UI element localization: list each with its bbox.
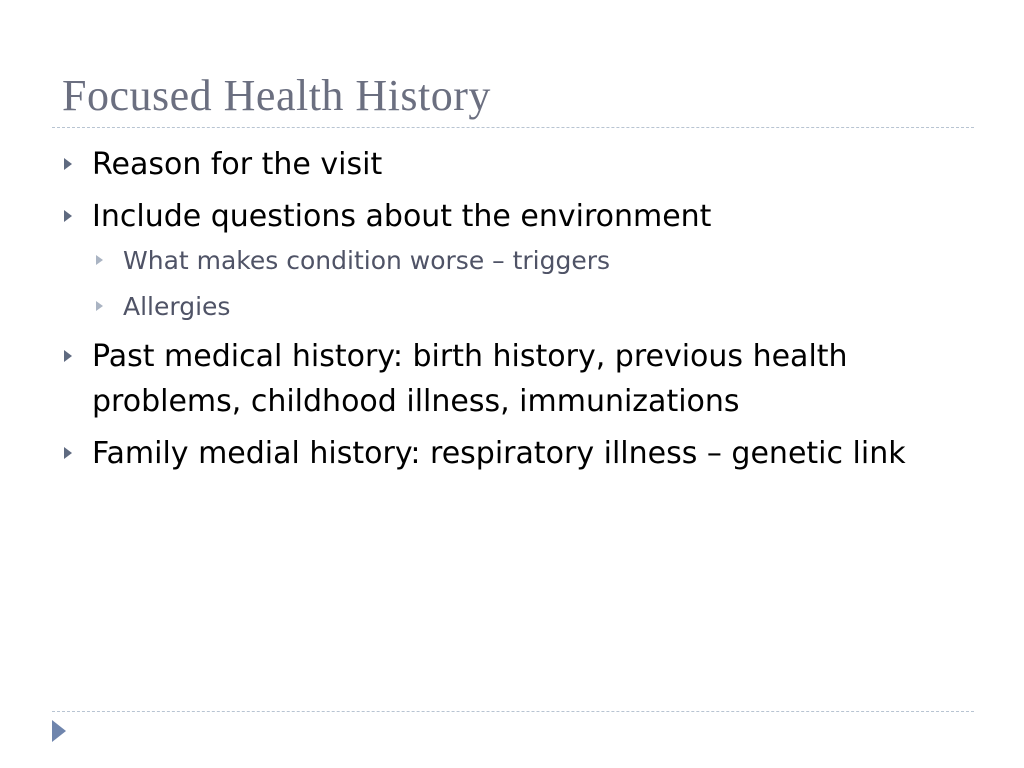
sub-bullet-item bbox=[62, 288, 962, 325]
footer-divider bbox=[52, 711, 974, 712]
bullet-item bbox=[62, 194, 962, 239]
bullet-text: Past medical history: birth history, previous health problems, childhood illness, immunizations bbox=[92, 339, 848, 419]
bullet-list bbox=[62, 142, 962, 483]
bullet-arrow-icon bbox=[64, 158, 72, 170]
bullet-text: Family medial history: respiratory illness – genetic link bbox=[92, 436, 906, 471]
slide-title: Focused Health History bbox=[62, 71, 491, 120]
bullet-item bbox=[62, 334, 962, 424]
play-arrow-icon[interactable] bbox=[52, 720, 66, 742]
bullet-arrow-icon bbox=[64, 350, 72, 362]
sub-bullet-arrow-icon bbox=[96, 301, 103, 311]
sub-bullet-arrow-icon bbox=[96, 255, 103, 265]
bullet-item bbox=[62, 431, 962, 476]
bullet-item bbox=[62, 142, 962, 187]
bullet-text: Include questions about the environment bbox=[92, 199, 712, 234]
sub-bullet-text: What makes condition worse – triggers bbox=[123, 246, 611, 275]
sub-bullet-item bbox=[62, 242, 962, 279]
sub-bullet-text: Allergies bbox=[123, 292, 231, 321]
bullet-arrow-icon bbox=[64, 210, 72, 222]
bullet-arrow-icon bbox=[64, 447, 72, 459]
title-divider bbox=[52, 127, 974, 128]
bullet-text: Reason for the visit bbox=[92, 147, 383, 182]
